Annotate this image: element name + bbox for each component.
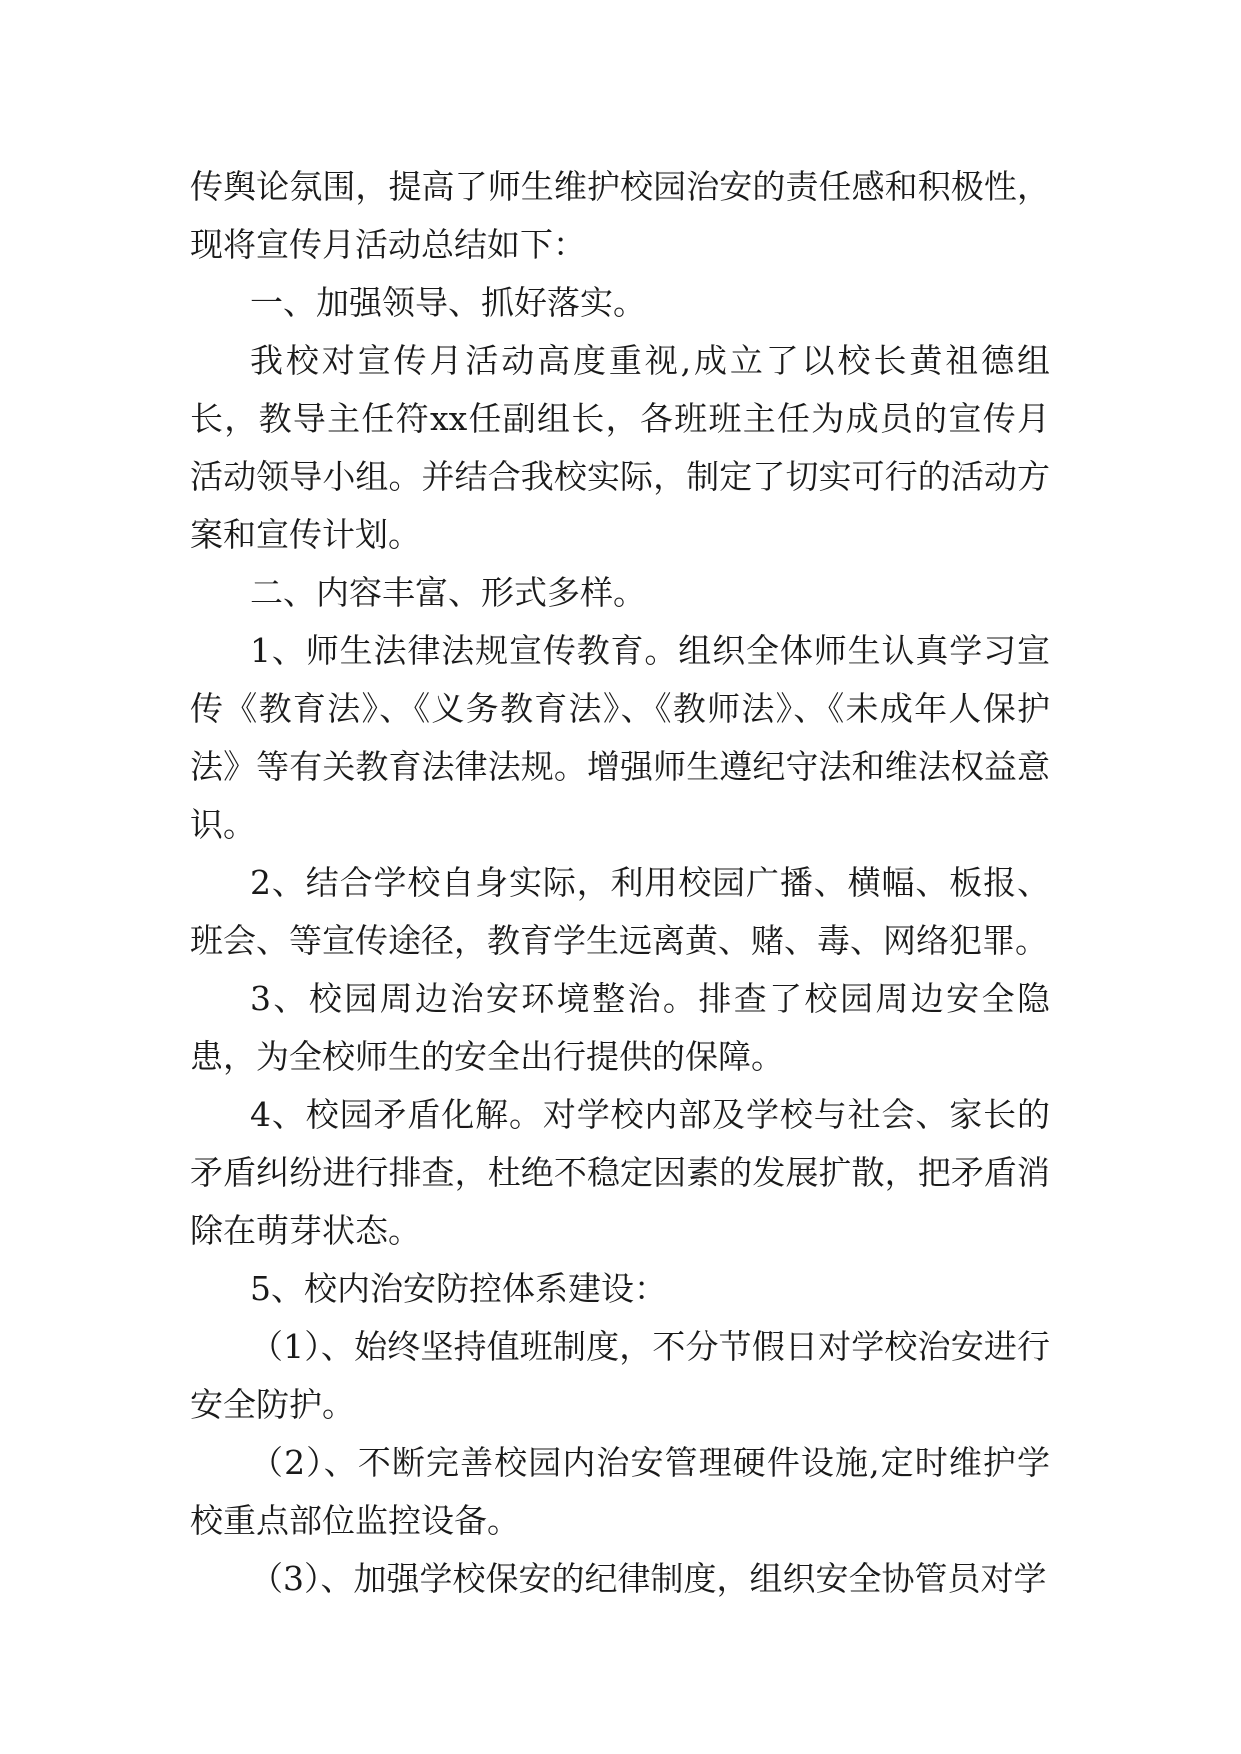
section-heading: 二、内容丰富、形式多样。 bbox=[250, 573, 646, 612]
paragraph: 5、校内治安防控体系建设： bbox=[250, 1269, 667, 1308]
paragraph: 3、校园周边治安环境整治。排查了校园周边安全隐患，为全校师生的安全出行提供的保障。 bbox=[190, 979, 1050, 1076]
paragraph: 4、校园矛盾化解。对学校内部及学校与社会、家长的矛盾纠纷进行排查，杜绝不稳定因素的发展扩散，把矛盾消除在萌芽状态。 bbox=[190, 1095, 1050, 1250]
paragraph: （2）、不断完善校园内治安管理硬件设施,定时维护学校重点部位监控设备。 bbox=[190, 1443, 1050, 1540]
paragraph: 2、结合学校自身实际，利用校园广播、横幅、板报、班会、等宣传途径，教育学生远离黄、赌、毒、网络犯罪。 bbox=[190, 863, 1050, 960]
section-heading: 一、加强领导、抓好落实。 bbox=[250, 283, 646, 322]
paragraph: 我校对宣传月活动高度重视,成立了以校长黄祖德组长，教导主任符xx任副组长，各班班主任为成员的宣传月活动领导小组。并结合我校实际，制定了切实可行的活动方案和宣传计划。 bbox=[190, 341, 1050, 554]
paragraph: 1、师生法律法规宣传教育。组织全体师生认真学习宣传《教育法》、《义务教育法》、《教师法》、《未成年人保护法》等有关教育法律法规。增强师生遵纪守法和维法权益意识。 bbox=[190, 631, 1050, 844]
paragraph: （3）、加强学校保安的纪律制度，组织安全协管员对学 bbox=[250, 1559, 1047, 1598]
document-body bbox=[190, 158, 1050, 1608]
paragraph: （1）、始终坚持值班制度，不分节假日对学校治安进行安全防护。 bbox=[190, 1327, 1050, 1424]
paragraph: 传舆论氛围，提高了师生维护校园治安的责任感和积极性，现将宣传月活动总结如下： bbox=[190, 167, 1050, 264]
